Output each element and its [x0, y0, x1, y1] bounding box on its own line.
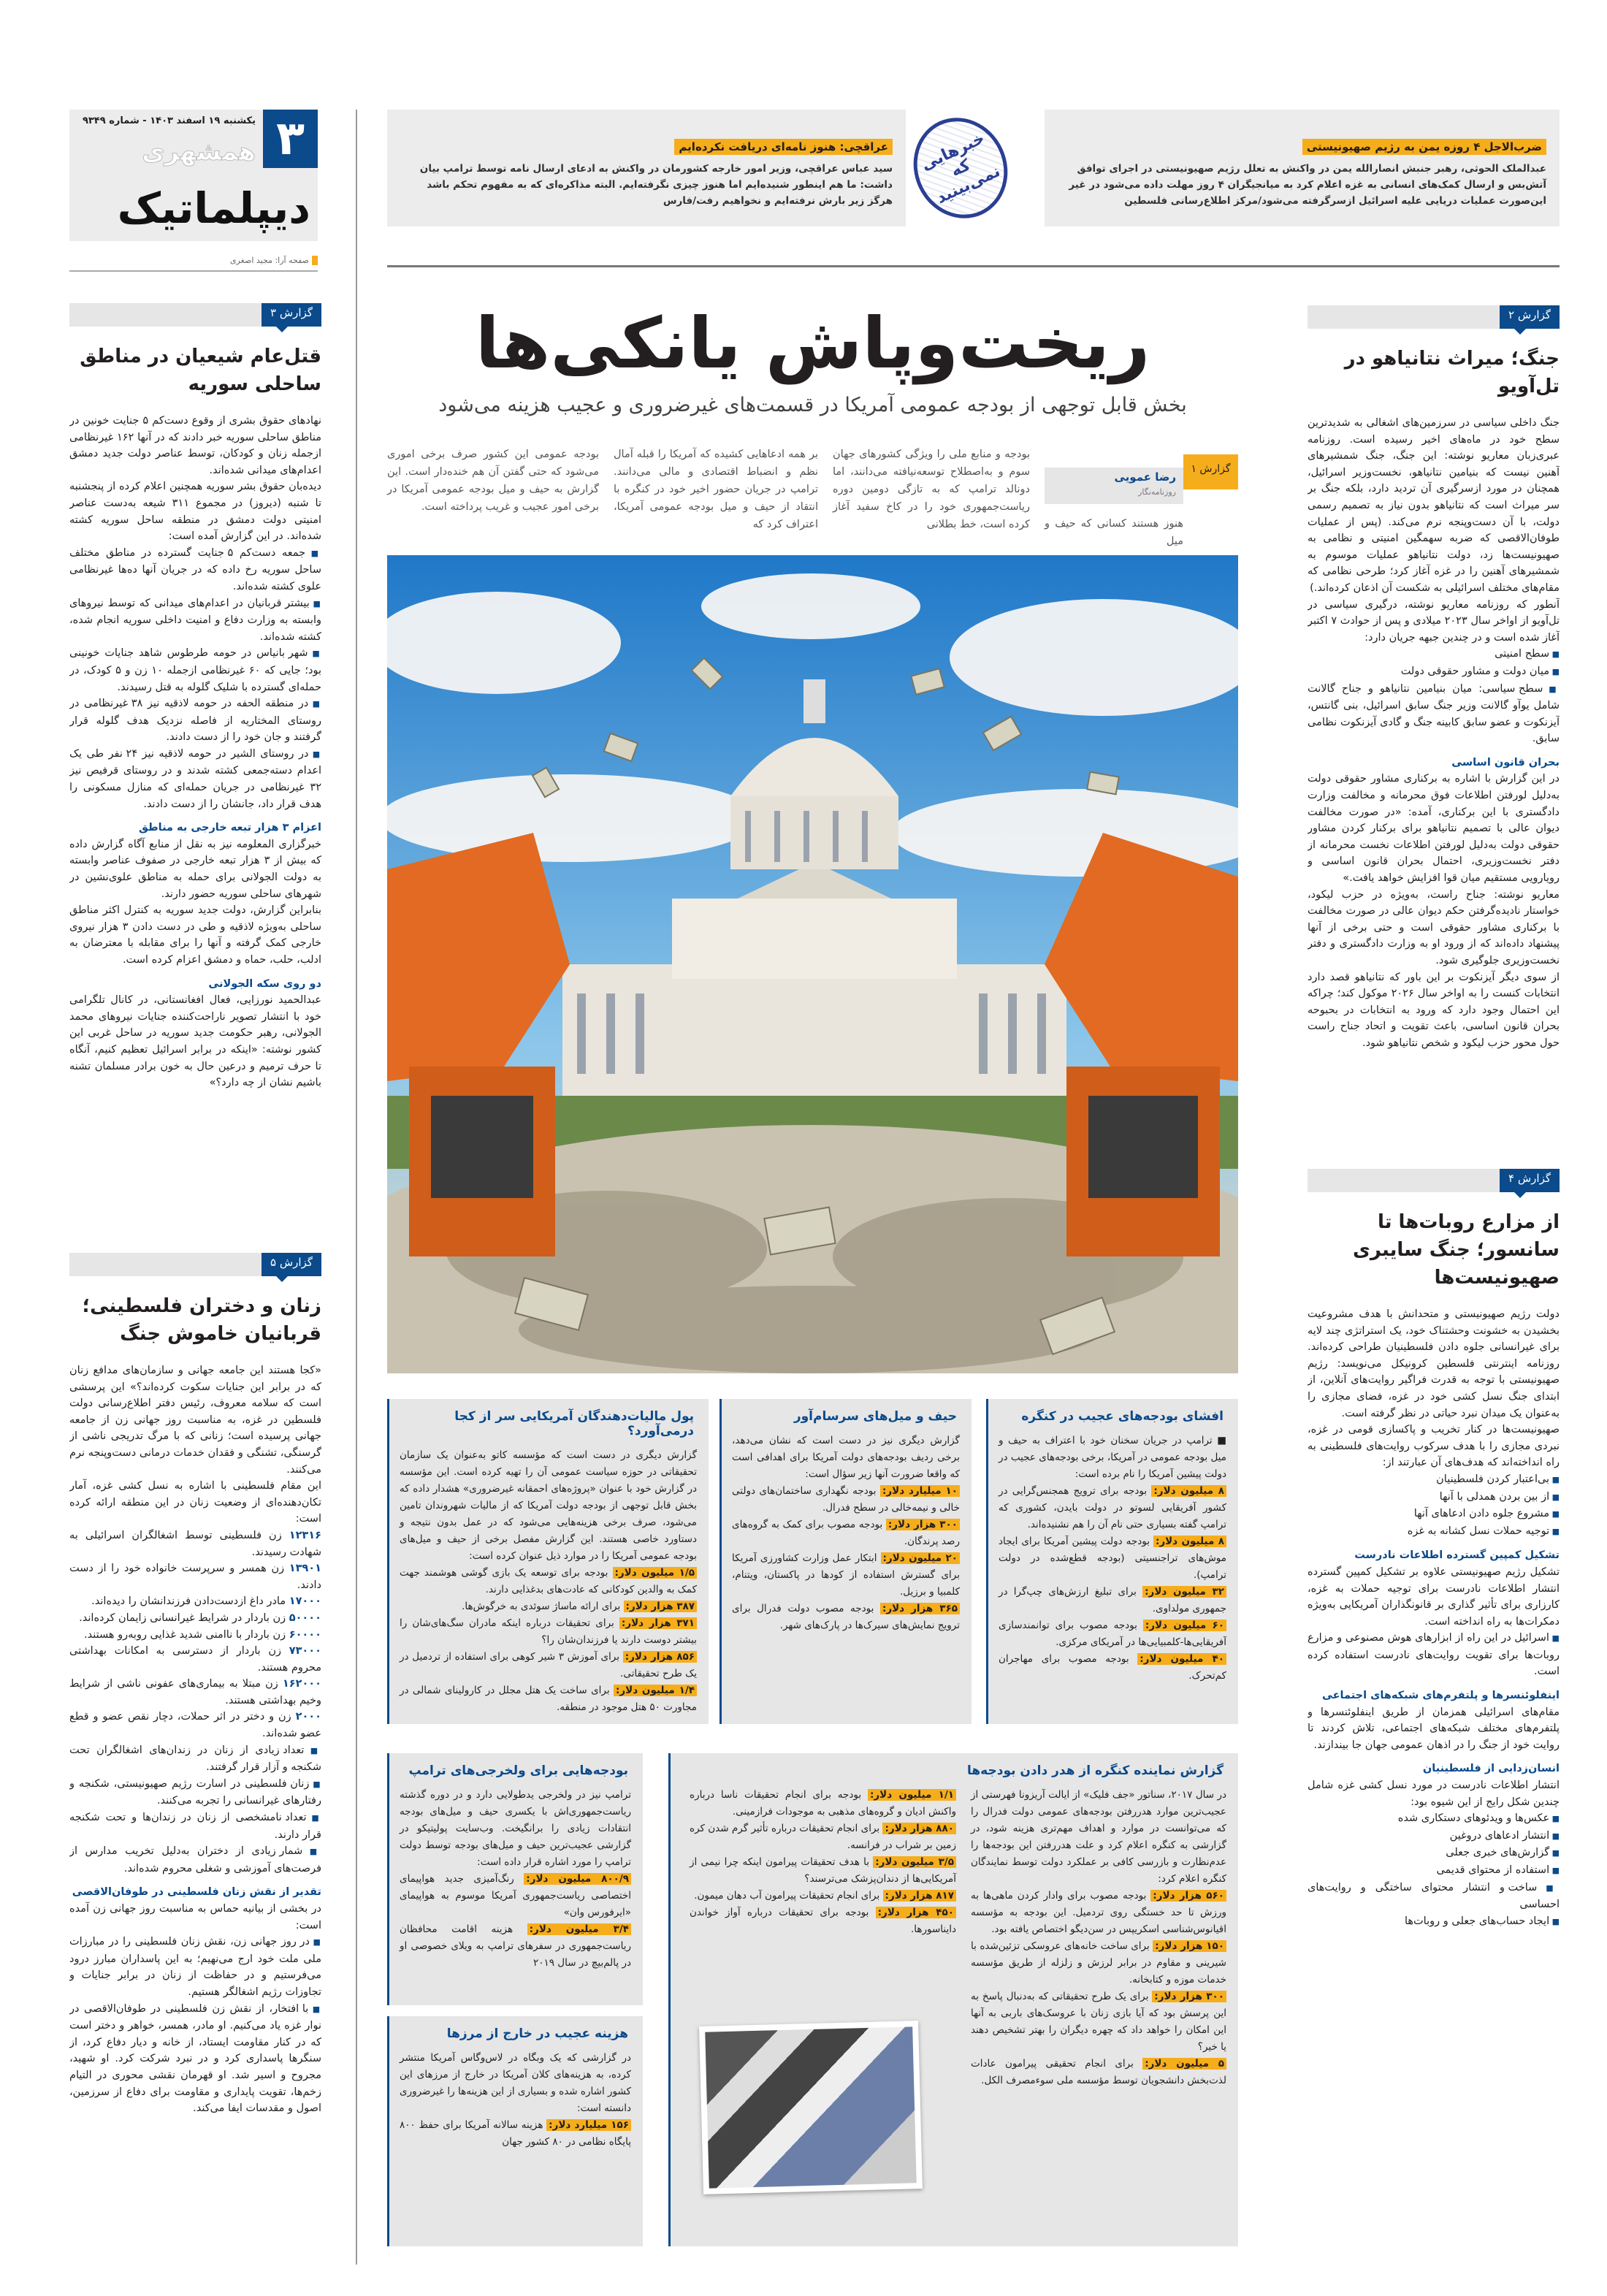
bullet-item: ■ استفاده از محتوای قدیمی — [1308, 1862, 1560, 1880]
amount-highlight: ۱/۱ میلیون دلار: — [868, 1789, 956, 1801]
amount-highlight: ۳۸۷ هزار دلار: — [624, 1601, 697, 1612]
bullet-item: ■ گزارش‌های خبری جعلی — [1308, 1845, 1560, 1862]
item-text: بودجه برای تحقیقات درباره آواز خواندن دایناسورها. — [690, 1907, 956, 1935]
budget-item — [971, 1988, 1226, 2056]
stat-line — [69, 1627, 321, 1644]
budget-item — [999, 1483, 1226, 1533]
item-text: برای انجام تحقیقات پیرامون آب دهان میمون. — [694, 1890, 883, 1902]
budget-item — [971, 2056, 1226, 2089]
amount-highlight: ۱/۴ میلیون دلار: — [614, 1685, 697, 1696]
item-text: برای انجام تحقیقات درباره تأثیر گرم شدن کره زمین بر شراب در فرانسه. — [690, 1823, 956, 1851]
box-waste — [719, 1399, 972, 1724]
item-text: بودجه مصوب برای کمک به گروه‌های رصد پرندگان. — [732, 1519, 960, 1547]
bullet-item: ■ میان دولت و مشاور حقوقی دولت — [1308, 663, 1560, 681]
bullet-item: ■ جمعه دست‌کم ۵ جنایت گسترده در مناطق مختلف ساحل سوریه رخ داده که در جریان آنها ده‌ها غیرنظامی علوی کشته شده‌اند. — [69, 545, 321, 595]
budget-item — [400, 1615, 697, 1649]
main-subtitle: بخش قابل توجهی از بودجه عمومی آمریکا در قسمت‌های غیرضروری و عجیب هزینه می‌شود — [438, 394, 1187, 416]
amount-highlight: ۳۰۰ هزار دلار: — [886, 1519, 960, 1530]
amount-highlight: ۸ میلیون دلار: — [1153, 1536, 1226, 1547]
amount-highlight: ۸۰۰/۹ میلیون دلار: — [524, 1873, 631, 1885]
budget-item — [999, 1651, 1226, 1685]
bullet-item: ■ ایجاد حساب‌های جعلی و روبات‌ها — [1308, 1913, 1560, 1931]
news-body: عبدالملک الحوثی، رهبر جنبش انصارالله یمن در واکنش به تعلل رژیم صهیونیستی در اجرای توافق آتش‌بس و ارسال کمک‌های انسانی به غزه اعلام کرد به میانجیگران ۴ روز مهلت داده می‌شود در غیر این‌صورت عملیات دریایی علیه اسرائیل ازسرگرفته می‌شود/مرکز اطلاع‌رسانی فلسطین — [1069, 163, 1546, 207]
paragraph: مقام‌های اسرائیلی همزمان از طریق اینفلوئنسرها و پلتفرم‌های مختلف شبکه‌های اجتماعی، تلاش کردند تا روایت خود از جنگ را در اذهان عمومی جهان جا بیندازند. — [1308, 1706, 1560, 1751]
stat-line — [69, 1560, 321, 1593]
amount-highlight: ۳۰۰ هزار دلار: — [1152, 1991, 1226, 2002]
item-text: بودجه مصوب برای توانمندسازی آفریقایی‌ها-کلمبیایی‌ها در آمریکای مرکزی. — [999, 1620, 1226, 1648]
amount-highlight: ۳۲ میلیون دلار: — [1142, 1586, 1226, 1598]
report-title: قتل‌عام شیعیان در مناطق ساحلی سوریه — [80, 346, 321, 395]
amount-highlight: ۲۰ میلیون دلار: — [881, 1552, 960, 1564]
stat-number: ۱۶۲۰۰۰ — [282, 1678, 321, 1690]
item-text: رنگ‌آمیزی جدید هواپیمای اختصاصی ریاست‌جمهوری آمریکا موسوم به هواپیمای «ایرفورس وان» — [400, 1873, 631, 1918]
report-5 — [69, 1253, 321, 2250]
intro-col: هنوز هستند کسانی که حیف و میل — [1045, 518, 1183, 547]
stat-number: ۷۳۰۰۰ — [289, 1645, 321, 1658]
bullet-item: ■ در روز جهانی زن، نقش زنان فلسطینی را در مبارزات ملی ملت خود ارج می‌نهیم؛ به این پاسداران مبارز درود می‌فرستیم و در حفاظت از زنان در برابر جنایات و تجاوزات رژیم اشغالگر هستیم. — [69, 1934, 321, 2000]
amount-highlight: ۸۸۰ هزار دلار: — [882, 1823, 956, 1834]
budget-item — [732, 1550, 960, 1601]
section-logo: دیپلماتیک — [117, 183, 310, 233]
report-title: زنان و دختران فلسطینی؛ قربانیان خاموش جنگ — [82, 1295, 321, 1345]
bullet-item: ■ ساخت و انتشار محتوای ساختگی و روایت‌های احساسی — [1308, 1880, 1560, 1913]
news-title: عراقچی: هنوز نامه‌ای دریافت نکرده‌ایم — [674, 139, 893, 155]
box-intro: در سال ۲۰۱۷، سناتور «جف فلیک» از ایالت آریزونا فهرستی از عجیب‌ترین موارد هدررفتن بودجه‌های عمومی دولت فدرال را که می‌توانست در موارد و اهداف مهم‌تری هزینه شود، در گزارشی به کنگره اعلام کرد و علت هدررفتن این بودجه‌ها را عدم‌نظارت و بازرسی کافی بر عملکرد دولت توسط نمایندگان کنگره اعلام کرد: — [971, 1789, 1226, 1885]
stamp-badge: خبرهایی که نمی‌بینید — [897, 102, 1023, 234]
item-text: برای ارائه ماساژ سوئدی به خرگوش‌ها. — [462, 1601, 624, 1612]
top-news-left — [387, 110, 906, 226]
stat-text: زن فلسطینی توسط اشغالگران اسرائیلی به شهادت رسیدند. — [69, 1529, 321, 1558]
bullet-item: ■ تعداد نامشخصی از زنان در زندان‌ها و تحت شکنجه قرار دارند. — [69, 1809, 321, 1843]
item-text: بودجه مصوب برای وادار کردن ماهی‌ها به ورزش تا حد خستگی روی تردمیل. این بودجه به مؤسسه اقیانوس‌شناسی اسکریپس در سن‌دیگو اختصاص یافته بود. — [971, 1890, 1226, 1935]
box-title: افشای بودجه‌های عجیب در کنگره — [1021, 1409, 1224, 1424]
budget-item — [400, 1565, 697, 1598]
box-trump — [387, 1753, 643, 2005]
stat-line — [69, 1676, 321, 1709]
author-box — [1045, 468, 1183, 504]
stat-line — [69, 1709, 321, 1742]
intro-col: بر همه ادعاهایی کشیده که آمریکا را قبله آمال نظم و انضباط اقتصادی و مالی می‌دانند. ترامپ در جریان حضور اخیر خود در کنگره با انتقاد از حیف و میل بودجه عمومی آمریکا، اعتراف کرد که — [614, 449, 818, 530]
paragraph: آنطور که روزنامه معاریو نوشته، درگیری سیاسی در تل‌آویو از اواخر سال ۲۰۲۳ میلادی و پس از حوادث ۷ اکتبر آغاز شده است و در چندین جبهه جریان دارد: — [1308, 598, 1560, 644]
budget-item — [999, 1533, 1226, 1584]
stat-number: ۱۷۰۰۰ — [289, 1595, 321, 1608]
budget-item — [690, 1854, 956, 1888]
budget-item — [400, 1921, 631, 1972]
item-text: برای ساخت خانه‌های عروسکی تزئین‌شده با شیرینی و مقاوم در برابر لرزش و زلزله از طریق مؤسسه خدمات موزه و کتابخانه. — [971, 1940, 1226, 1986]
box-intro: گزارش دیگری نیز در دست است که نشان می‌دهد، برخی ردیف بودجه‌های دولت آمریکا برای اهدافی است که واقعا ضرورت آنها زیر سؤال است: — [732, 1435, 960, 1480]
news-title: ضرب‌الاجل ۴ روزه یمن به رژیم صهیونیستی — [1302, 139, 1546, 155]
item-text: برای تبلیغ ارزش‌های چپ‌گرا در جمهوری مولداوی. — [999, 1586, 1226, 1614]
item-text: برای آموزش ۳ شیر کوهی برای استفاده از تردمیل در یک طرح تحقیقاتی. — [400, 1651, 697, 1679]
stat-number: ۵۰۰۰۰ — [289, 1612, 321, 1624]
report-title: از مزارع روبات‌ها تا سانسور؛ جنگ سایبری صهیونیست‌ها — [1352, 1211, 1560, 1289]
paragraph: تشکیل رژیم صهیونیستی علاوه بر تشکیل کمپین گسترده انتشار اطلاعات نادرست برای توجیه حملات به غزه، کارزاری برای تأثیر گذاری بر قانونگذاران آمریکایی به‌ویژه دمکرات‌ها به راه انداخته است. — [1308, 1565, 1560, 1628]
paragraph: نهادهای حقوق بشری از وقوع دست‌کم ۵ جنایت خونین در مناطق ساحلی سوریه خبر دادند که در آنها ۱۶۲ غیرنظامی ازجمله زنان و کودکان، توسط عناصر دولت جدید دمشق اعدام‌های میدانی شده‌اند. — [69, 415, 321, 476]
divider — [387, 265, 1560, 267]
budget-item — [400, 2117, 631, 2151]
box-congress-reveal — [986, 1399, 1238, 1724]
budget-item — [690, 1787, 956, 1820]
paragraph: دولت رژیم صهیونیستی و متحدانش با هدف مشروعیت بخشیدن به خشونت وحشتناک خود، یک استراتژی چند لایه برای غیرانسانی جلوه دادن فلسطینیان طراحی کرده‌اند. روزنامه اینترنتی فلسطین کرونیکل می‌نویسد: رژیم صهیونیستی با توجه به قدرت فراگیر روایت‌های آنلاین، از ابتدای جنگ نسل کشی خود در غزه، فضای مجازی را به‌عنوان یک میدان نبرد حیاتی در نظر گرفته است. — [1308, 1308, 1560, 1419]
bullet-item: ■ با افتخار، از نقش زن فلسطینی در طوفان‌الاقصی در نوار غزه یاد می‌کنیم. او مادر، همسر، خواهر و دختر است که در کنار مقاومت ایستاد، از خانه و دیار دفاع کرد، از سنگرها پاسداری کرد و در نبرد شرکت کرد. او شهید، مجروح و اسیر شد. او قهرمان نقشی محوری در التیام زخم‌ها، تقویت پایداری و مقاومت برای دفاع از سرزمین، اصول و مقدسات ایفا می‌کند. — [69, 2001, 321, 2117]
amount-highlight: ۳/۴ میلیون دلار: — [527, 1923, 631, 1935]
paragraph: صهیونیست‌ها در کنار تخریب و پاکسازی قومی در غزه، نبردی مجازی را با هدف سرکوب روایت‌های فلسطینی به راه انداخته‌اند که هدف‌های آن عبارتند از: — [1308, 1424, 1560, 1469]
paragraph: انتشار اطلاعات نادرست در مورد نسل کشی غزه شامل چندین شکل رایج از این شیوه بود: — [1308, 1780, 1560, 1808]
item-text: هزینه سالانه آمریکا برای حفظ ۸۰۰ پایگاه نظامی در ۸۰ کشور جهان — [400, 2119, 631, 2148]
report-3 — [69, 303, 321, 1235]
stat-number: ۱۲۳۱۶ — [289, 1529, 321, 1541]
budget-item — [400, 1649, 697, 1682]
report-tag: گزارش ۱ — [1183, 454, 1238, 489]
bullet-item: ■ زنان فلسطینی در اسارت رژیم صهیونیستی، شکنجه و رفتارهای غیرانسانی را تجربه می‌کنند. — [69, 1776, 321, 1809]
item-text: برای تحقیقات درباره اینکه مادران سگ‌های‌شان را بیشتر دوست دارند یا فرزندان‌شان را؟ — [400, 1617, 697, 1646]
budget-item — [400, 1682, 697, 1716]
budget-item — [971, 1888, 1226, 1938]
stat-text: زن و دختر در اثر حملات، دچار نقص عضو و قطع عضو شده‌اند. — [69, 1711, 321, 1740]
bullet-item: ■ بی‌اعتبار کردن فلسطینیان — [1308, 1471, 1560, 1489]
box-title: گزارش نماینده کنگره از هدر دادن بودجه‌ها — [967, 1763, 1224, 1778]
box-title: بودجه‌هایی برای ولخرجی‌های ترامپ — [408, 1763, 628, 1778]
bullet-item: ■ انتشار ادعاهای دروغین — [1308, 1828, 1560, 1845]
bullet-item: ■ توجیه حملات نسل کشانه به غزه — [1308, 1523, 1560, 1541]
stat-text: زن مبتلا به بیماری‌های عفونی ناشی از شرایط وخیم بهداشتی هستند. — [69, 1678, 321, 1706]
box-title: هزینه عجیب در خارج از مرزها — [446, 2026, 628, 2041]
amount-highlight: ۱۵۶ میلیارد دلار: — [546, 2119, 631, 2131]
box-intro: در گزارشی که یک وبگاه در لاس‌وگاس آمریکا منتشر کرده، به هزینه‌های کلان آمریکا در خارج از مرزهای این کشور اشاره شده و بسیاری از این هزینه‌ها را غیرضروری دانسته است: — [400, 2052, 631, 2114]
main-headline: ریخت‌وپاش یانکی‌ها — [475, 302, 1150, 384]
box-intro: گزارش دیگری در دست است که مؤسسه کاتو به‌عنوان یک سازمان تحقیقاتی در حوزه سیاست عمومی آن را تهیه کرده است. این مؤسسه در گزارش خود با عنوان «پروژه‌های احمقانه غیرضروری» هشدار داده که بخش قابل توجهی از بودجه دولت آمریکا که از مالیات شهروندان تامین می‌شود، صرف برخی هزینه‌هایی می‌شود که در عمل بدون نتیجه و دستاورد خاصی هستند. این گزارش مفصل برخی از حیف و میل‌های بودجه عمومی آمریکا را در موارد ذیل عنوان کرده است: — [400, 1449, 697, 1562]
stat-line — [69, 1610, 321, 1627]
stat-line — [69, 1643, 321, 1676]
report-4 — [1308, 1169, 1560, 2250]
page-number: ۳ — [263, 110, 318, 168]
subheading: اعزام ۳ هزار تبعه خارجی به مناطق — [138, 822, 321, 834]
budget-item — [690, 1888, 956, 1904]
news-body: سید عباس عراقچی، وزیر امور خارجه کشورمان در واکنش به ادعای ارسال نامه توسط ترامپ بیان داشت: ما هم اینطور شنیده‌ایم اما هنوز چیزی نگرفته‌ایم. البته مذاکره‌ای که به مفهوم تحکم باشد هرگز زیر بارش نرفته‌ایم و نخواهیم رفت/فارس — [419, 163, 893, 207]
bullet-item: ■ شمار زیادی از دختران به‌دلیل تخریب مدارس از فرصت‌های آموزشی و شغلی محروم شده‌اند. — [69, 1843, 321, 1877]
intro-col: بودجه عمومی این کشور صرف برخی اموری می‌شود که حتی گفتن آن هم خنده‌دار است. این گزارش به حیف و میل بودجه عمومی آمریکا در برخی امور عجیب و غریب پرداخته است. — [387, 449, 599, 513]
budget-documents-photo — [699, 2021, 923, 2194]
bullet-item: ■ در روستای الشیر در حومه لاذقیه نیز ۲۴ نفر طی یک اعدام دسته‌جمعی کشته شدند و در روستای قرفیص نیز ۳۲ غیرنظامی در جریان حمله‌ای که منازل مسکونی را هدف قرار داد، جانشان را از دست دادند. — [69, 746, 321, 812]
amount-highlight: ۱۵۰ هزار دلار: — [1153, 1940, 1226, 1952]
box-title: پول مالیات‌دهندگان آمریکایی سر از کجا درمی‌آورد؟ — [454, 1409, 694, 1438]
paragraph: «کجا هستند این جامعه جهانی و سازمان‌های مدافع زنان که در برابر این جنایات سکوت کرده‌اند؟» این پرسشی است که سلامه معروف، رئیس دفتر اطلاع‌رسانی دولت فلسطین در غزه، به مناسبت روز جهانی زن از جامعه جهانی پرسیده است؛ زنانی که با مرگ تدریجی ناشی از گرسنگی، تشنگی و فقدان خدمات درمانی دست‌وپنجه نرم می‌کنند. — [69, 1365, 321, 1476]
paragraph: در بخشی از بیانیه حماس به مناسبت روز جهانی زن آمده است: — [69, 1903, 321, 1931]
bullet-item: ■ سطح امنیتی — [1308, 646, 1560, 663]
bullet-item: ■ تعداد زیادی از زنان در زندان‌های اشغالگران تحت شکنجه و آزار قرار گرفتند. — [69, 1742, 321, 1776]
amount-highlight: ۳۷۱ هزار دلار: — [619, 1617, 697, 1629]
bullet-item: ■ عکس‌ها و ویدئوهای دستکاری شده — [1308, 1810, 1560, 1828]
budget-item — [690, 1904, 956, 1938]
amount-highlight: ۱۰ میلیارد دلار: — [880, 1485, 960, 1497]
stat-text: زن همسر و سرپرست خانواده خود را از دست دادند. — [69, 1563, 321, 1591]
subheading: تشکیل کمپین گسترده اطلاعات نادرست — [1354, 1549, 1560, 1562]
budget-item — [732, 1483, 960, 1517]
report-title: جنگ؛ میراث نتانیاهو در تل‌آویو — [1344, 348, 1560, 397]
item-text: بودجه مصوب برای مهاجران کم‌تحرک. — [999, 1653, 1226, 1682]
budget-item — [999, 1617, 1226, 1651]
paragraph: جنگ داخلی سیاسی در سرزمین‌های اشغالی به شدیدترین سطح خود در ماه‌های اخیر رسیده است. روزنامه عبری‌زبان معاریو نوشته: این جنگ، جنگ شمشیرهای آهنین نیست که بنیامین نتانیاهو، نخست‌وزیر اسرائیل، همچنان در مورد ازسرگیری آن تردید دارد، بلکه جنگ بر سر میراث است که نتانیاهو بدون نیاز به تصمیم رسمی دولت، با آن دست‌وپنجه نرم می‌کند. (پس از عملیات طوفان‌الاقصی که ضربه سهمگین امنیتی و نظامی به صهیونیست‌ها زد، دولت نتانیاهو عملیات موسوم به شمشیرهای آهنین را در غزه آغاز کرد؛ طرحی نظامی که مقام‌های مختلف اسرائیلی به شکست آن اذعان کرده‌اند.) — [1308, 417, 1560, 594]
budget-item — [999, 1584, 1226, 1617]
bullet-item: ■ از بین بردن همدلی با آنها — [1308, 1489, 1560, 1506]
bullet-item: ■ در منطقه الحفه در حومه لاذقیه نیز ۳۸ غیرنظامی در روستای المختاریه از فاصله نزدیک هدف گلوله قرار گرفتند و جان خود را از دست دادند. — [69, 695, 321, 746]
report-2 — [1308, 305, 1560, 1153]
capitol-money-illustration — [387, 555, 1238, 1373]
item-text: بودجه مصوب دولت فدرال برای ترویج نمایش‌های سیرک‌ها در پارک‌های شهر. — [732, 1603, 960, 1631]
amount-highlight: ۴۰ میلیون دلار: — [1137, 1653, 1226, 1665]
stat-text: مادر داغ ازدست‌دادن فرزندانشان را دیده‌اند. — [91, 1595, 289, 1608]
subheading: تقدیر از نقش زنان فلسطینی در طوفان‌الاقصی — [72, 1886, 321, 1899]
top-news-right — [1045, 110, 1560, 226]
budget-item — [971, 1938, 1226, 1988]
item-text: بودجه برای انجام تحقیقات ناسا درباره واکنش ادیان و گروه‌های مذهبی به موجودات فرازمینی. — [690, 1789, 956, 1818]
report-tag: گزارش ۵ — [69, 1253, 321, 1276]
author-name: رضا عمویی — [1114, 470, 1176, 484]
item-text: برای انجام تحقیقی پیرامون عادات لذت‌بخش دانشجویان توسط مؤسسه ملی سوءمصرف الکل. — [971, 2058, 1226, 2086]
layout-credit: صفحه آرا: مجید اصغری — [69, 256, 318, 272]
paragraph: خبرگزاری المعلومه نیز به نقل از منابع آگاه گزارش داده که بیش از ۳ هزار تبعه خارجی در صفوف عناصر وابسته به دولت الجولانی برای حمله به مناطق علوی‌نشین در شهرهای ساحلی سوریه حضور دارند. — [69, 838, 321, 900]
bullet-item: ■ بیشتر قربانیان در اعدام‌های میدانی که توسط نیروهای وابسته به وزارت دفاع و امنیت داخلی سوریه انجام شده، کشته شده‌اند. — [69, 595, 321, 646]
amount-highlight: ۸۵۶ هزار دلار: — [623, 1651, 697, 1663]
box-taxpayers — [387, 1399, 709, 1724]
paragraph: دیده‌بان حقوق بشر سوریه همچنین اعلام کرده از پنجشنبه تا شنبه (دیروز) در مجموع ۳۱۱ شیعه به‌دست عناصر امنیتی دولت دمشق در منطقه ساحل سوریه کشته شده‌اند. در این گزارش آمده است: — [69, 481, 321, 543]
bullet-item: ■ مشروع جلوه دادن ادعاهای آنها — [1308, 1506, 1560, 1523]
paragraph: از سوی دیگر آیزنکوت بر این باور که نتانیاهو قصد دارد انتخابات کنست را به اواخر سال ۲۰۲۶ موکول کند؛ چراکه این احتمال وجود دارد که ورود به انتخابات در بحبوحه بحران قانون اساسی، باعث تقویت و اتحاد جناح راست حول محور حزب لیکود و شخص نتانیاهو شود. — [1308, 971, 1560, 1049]
item-text: بودجه برای توسعه یک بازی گوشی هوشمند جهت کمک به والدین کودکانی که عادت‌های بدغذایی دارند. — [400, 1567, 697, 1595]
amount-highlight: ۸۱۷ هزار دلار: — [883, 1890, 956, 1902]
subheading: انسان‌زدایی از فلسطینیان — [1422, 1763, 1560, 1775]
stat-line — [69, 1528, 321, 1560]
issue-date: یکشنبه ۱۹ اسفند ۱۴۰۳ - شماره ۹۳۴۹ — [82, 115, 256, 126]
amount-highlight: ۱/۵ میلیون دلار: — [613, 1567, 698, 1579]
masthead — [69, 110, 318, 241]
budget-item — [400, 1871, 631, 1921]
item-text: برای یک طرح تحقیقاتی که به‌دنبال پاسخ به این پرسش بود که آیا بازی زنان با عروسک‌های باربی به آنها این امکان را خواهد داد که چهره دیگران را بهتر تشخیص دهند یا خیر؟ — [971, 1991, 1226, 2053]
paragraph: معاریو نوشته: جناح راست، به‌ویژه در حزب لیکود، خواستار نادیده‌گرفتن حکم دیوان عالی در صورت مخالفت با برکناری مشاور حقوقی است و حتی برخی از آنها پیشنهاد داده‌اند که از ورود او به وزارت دادگستری و دفتر نخست‌وزیری جلوگیری شود. — [1308, 888, 1560, 966]
amount-highlight: ۶۰ میلیون دلار: — [1143, 1620, 1226, 1631]
budget-item — [400, 1598, 697, 1615]
amount-highlight: ۸ میلیون دلار: — [1151, 1485, 1226, 1497]
stat-line — [69, 1593, 321, 1610]
report-tag: گزارش ۲ — [1308, 305, 1560, 329]
item-text: با هدف تحقیقات پیرامون اینکه چرا نیمی از آمریکایی‌ها از دندان‌پزشک می‌ترسند؟ — [690, 1856, 956, 1885]
bullet-item: ■ سطح سیاسی: میان بنیامین نتانیاهو و جناح گالانت شامل یوآو گالانت وزیر جنگ سابق اسرائیل، بنی گانتس، آیزنکوت و عضو سابق کابینه جنگ و گادی آیزنکوت نظامی سابق. — [1308, 681, 1560, 747]
amount-highlight: ۴۵۰ هزار دلار: — [876, 1907, 956, 1918]
stat-number: ۶۰۰۰۰ — [289, 1628, 321, 1641]
column-divider — [356, 110, 357, 2265]
stat-text: زن باردار در شرایط غیرانسانی زایمان کرده‌اند. — [79, 1612, 289, 1624]
paragraph: بنابراین گزارش، دولت جدید سوریه به کنترل اکثر مناطق ساحلی به‌ویژه لاذقیه و طی در دست دادن ۳ هزار نیروی خارجی کمک گرفته و آنها را برای مقابله با معترضان به ادلب، حلب، حماه و دمشق اعزام کرده است. — [69, 904, 321, 966]
report-tag: گزارش ۴ — [1308, 1169, 1560, 1192]
box-intro: ■ ترامپ در جریان سخنان خود با اعتراف به حیف و میل بودجه عمومی در آمریکا، برخی بودجه‌های عجیب در دولت پیشین آمریکا را نام برده است: — [999, 1435, 1226, 1480]
paragraph: این مقام فلسطینی با اشاره به نسل کشی غزه، آمار تکان‌دهنده‌ای از وضعیت زنان در این منطقه ارائه کرده است: — [69, 1480, 321, 1525]
item-text: هزینه اقامت محافظان ریاست‌جمهوری در سفرهای ترامپ به ویلای خصوصی او در پالم‌بیچ در سال ۲۰۱۹ — [400, 1923, 631, 1969]
stat-number: ۲۰۰۰ — [295, 1711, 321, 1723]
author-role: روزنامه‌نگار — [1138, 487, 1176, 497]
item-text: بودجه نگهداری ساختمان‌های دولتی خالی و نیمه‌خالی در سطح فدرال. — [732, 1485, 960, 1514]
budget-item — [690, 1820, 956, 1854]
paragraph: عبدالحمید نورزایی، فعال افغانستانی، در کانال تلگرامی خود با انتشار تصویر ناراحت‌کننده جنایات نیروهای محمد الجولانی، رهبر حکومت جدید سوریه در ساحل غربی این کشور نوشته: «اینکه در برابر اسرائیل تعظیم کنیم، آنگاه تا حرف ترمیم و درعین حال به خون برادر مسلمان تشنه باشیم نشان از چه دارد؟» — [69, 994, 321, 1089]
item-text: بودجه برای ترویج همجنس‌گرایی در کشور آفریقایی لسوتو در دولت بایدن، کشوری که ترامپ گفته بسیاری حتی نام آن را هم نشنیده‌اند. — [999, 1485, 1226, 1530]
subheading: بحران قانون اساسی — [1451, 756, 1560, 768]
stat-text: زن باردار از دسترسی به امکانات بهداشتی محروم هستند. — [69, 1645, 321, 1674]
amount-highlight: ۳/۵ میلیون دلار: — [873, 1856, 956, 1868]
subheading: دو روی سکه الجولانی — [208, 977, 321, 990]
budget-item — [732, 1517, 960, 1550]
box-title: حیف و میل‌های سرسام‌آور — [793, 1409, 957, 1424]
box-intro: ترامپ نیز در ولخرجی یدطولایی دارد و در دوره گذشته ریاست‌جمهوری‌اش با یکسری حیف و میل‌های بودجه انتقادات زیادی را برانگیخت. وب‌سایت پولیتیکو در گزارشی عجیب‌ترین حیف و میل‌های بودجه توسط دولت ترامپ را مورد اشاره قرار داده است: — [400, 1789, 631, 1868]
stat-number: ۱۳۹۰۱ — [289, 1563, 321, 1575]
paragraph: در این گزارش با اشاره به برکناری مشاور حقوقی دولت به‌دلیل لورفتن اطلاعات فوق محرمانه و مخالفت وزارت دادگستری با این برکناری، آمده: «در صورت مخالفت دیوان عالی با تصمیم نتانیاهو برای برکنار کردن مشاور حقوقی دولت به‌دلیل لورفتن اطلاعات نخست محرمانه از دفتر نخست‌وزیری، احتمال بحران قانون اساسی و رویارویی مستقیم میان قوا افزایش خواهد یافت.» — [1308, 773, 1560, 885]
item-text: ابتکار عمل وزارت کشاورزی آمریکا برای گسترش استفاده از کودها در پاکستان، ویتنام، کلمبیا و برزیل. — [732, 1552, 960, 1598]
stat-text: زن باردار با ناامنی شدید غذایی روبه‌رو هستند. — [83, 1628, 289, 1641]
supplement-name: همشهری — [142, 137, 256, 167]
budget-item — [732, 1601, 960, 1634]
amount-highlight: ۳۶۵ هزار دلار: — [880, 1603, 960, 1614]
bullet-item: ■ شهر بانیاس در حومه طرطوس شاهد جنایات خونینی بود؛ جایی که ۶۰ غیرنظامی ازجمله ۱۰ زن و ۵ کودک، در حمله‌ای گسترده با شلیک گلوله به قتل رسیدند. — [69, 645, 321, 695]
amount-highlight: ۵۶۰ هزار دلار: — [1150, 1890, 1226, 1902]
item-text: بودجه دولت پیشین آمریکا برای ایجاد موش‌های تراجنسیتی (بودجه قطع‌شده در دولت ترامپ). — [999, 1536, 1226, 1581]
amount-highlight: ۵ میلیون دلار: — [1142, 2058, 1226, 2070]
box-abroad — [387, 2016, 643, 2246]
intro-col: بودجه و منابع ملی را ویژگی کشورهای جهان سوم و به‌اصطلاح توسعه‌نیافته می‌دانند، اما دونالد ترامپ که به تازگی دومین دوره ریاست‌جمهوری خود را در کاخ سفید آغاز کرده است، خط بطلانی — [833, 449, 1030, 530]
bullet-item: ■ اسرائیل در این راه از ابزارهای هوش مصنوعی و مزارع روبات‌ها برای تقویت روایت‌های نادرست استفاده کرده است. — [1308, 1630, 1560, 1680]
subheading: اینفلوئنسرها و پلتفرم‌های شبکه‌های اجتماعی — [1321, 1690, 1560, 1702]
report-tag: گزارش ۳ — [69, 303, 321, 327]
item-text: برای ساخت یک هتل مجلل در کارولینای شمالی در مجاورت ۵۰ هتل موجود در منطقه. — [400, 1685, 697, 1713]
